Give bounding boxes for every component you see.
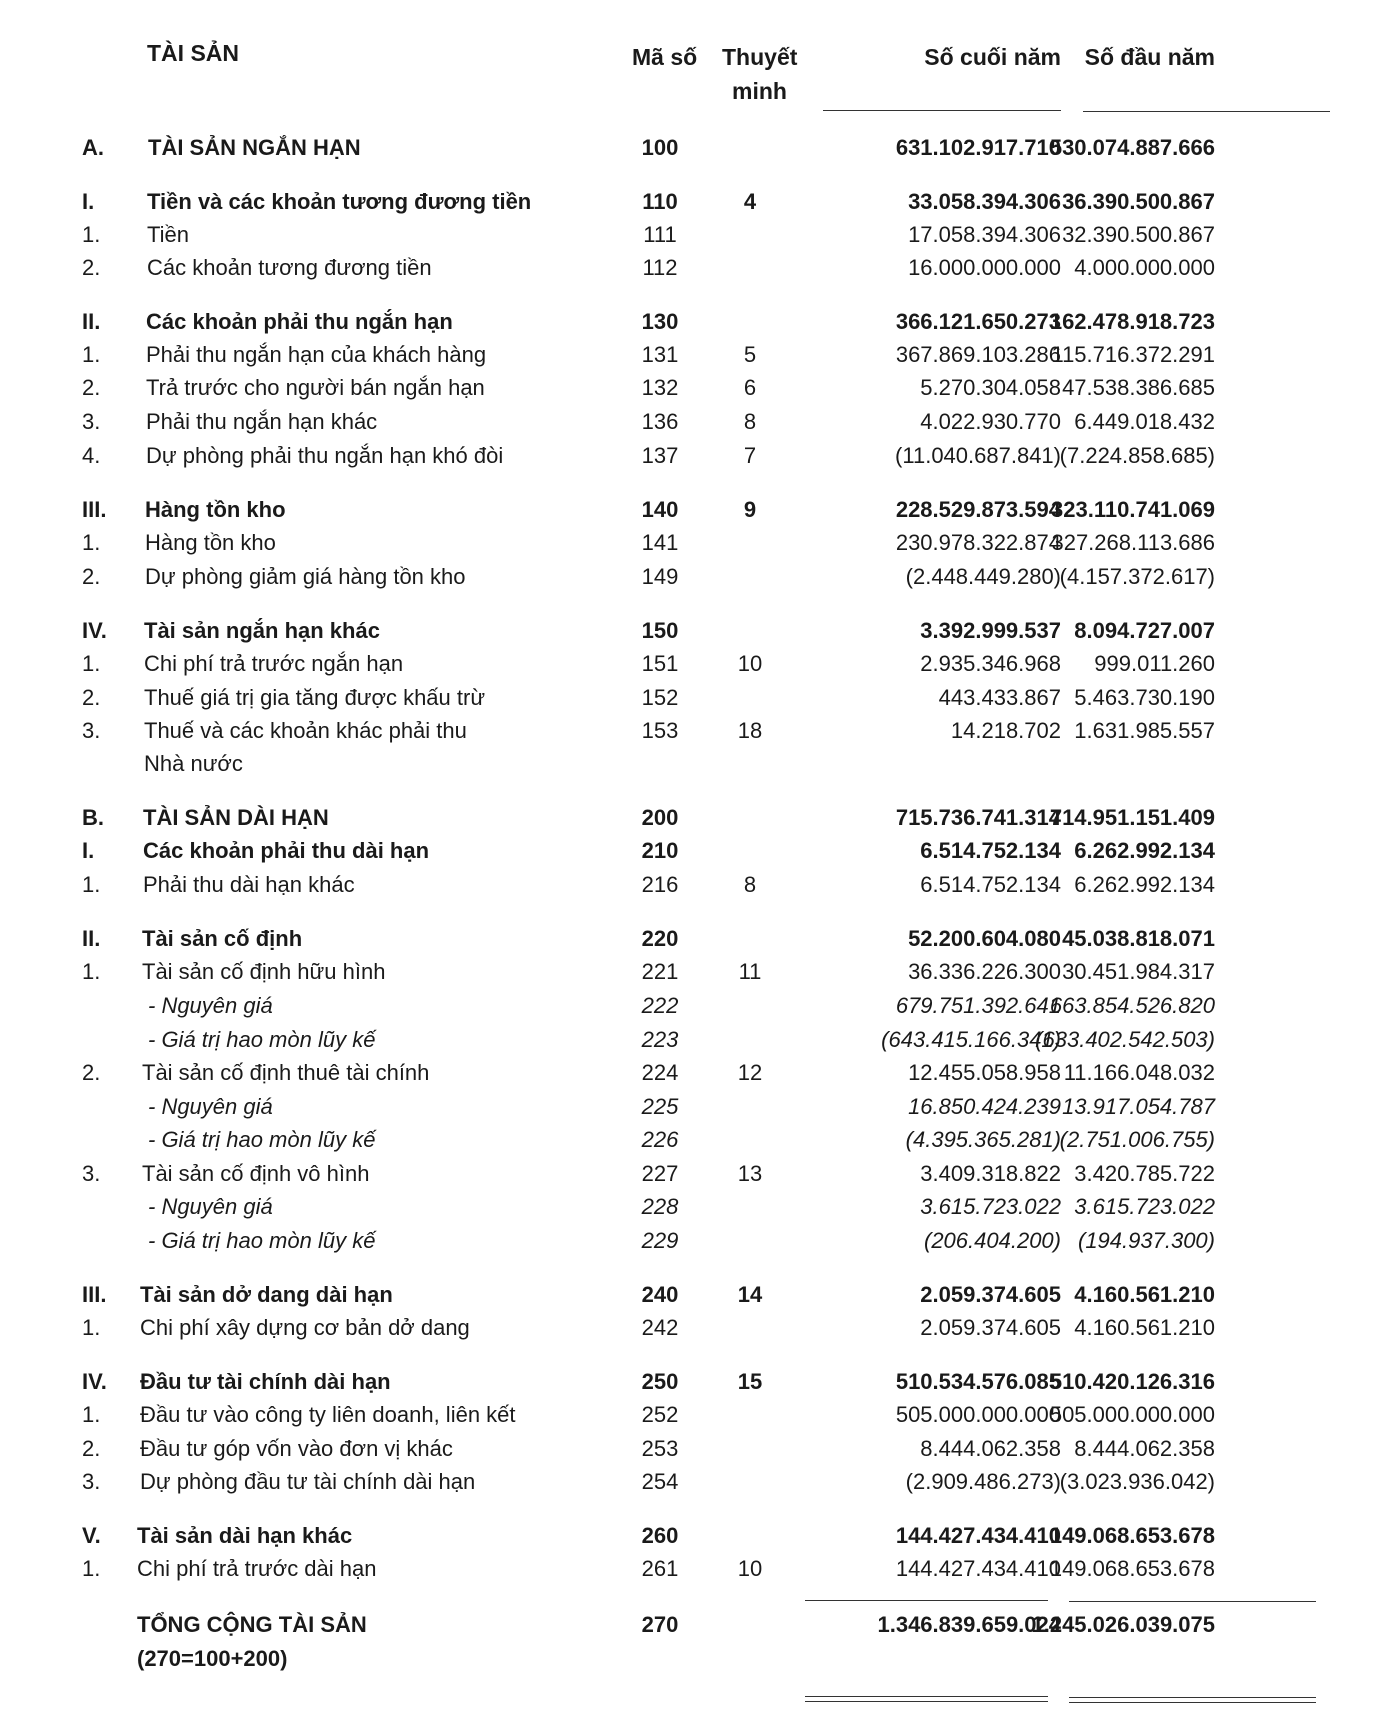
row-begin-value: 32.390.500.867 [1062, 222, 1215, 247]
row-name: Tài sản cố định [142, 926, 303, 951]
header-assets: TÀI SẢN [147, 40, 239, 66]
row-begin-value: 30.451.984.317 [1062, 959, 1215, 984]
double-underline-begin [1069, 1697, 1316, 1703]
row-begin-value: (3.023.936.042) [1059, 1469, 1215, 1494]
row-begin-value: 663.854.526.820 [1049, 993, 1215, 1018]
row-name: Thuế và các khoản khác phải thu [144, 718, 467, 743]
total-rule-end [805, 1600, 1048, 1601]
row-name: Đầu tư tài chính dài hạn [140, 1369, 391, 1394]
row-name: Chi phí trả trước ngắn hạn [144, 651, 404, 676]
row-begin-value: 36.390.500.867 [1062, 189, 1215, 214]
row-begin-value: 5.463.730.190 [1074, 685, 1215, 710]
row-name: Tài sản ngắn hạn khác [144, 618, 380, 643]
row-end-value: 17.058.394.306 [908, 222, 1061, 247]
row-number: 3. [82, 718, 101, 743]
table-row-240 [0, 1279, 1391, 1311]
row-begin-value: 11.166.048.032 [1063, 1060, 1215, 1085]
row-name: Các khoản tương đương tiền [147, 255, 432, 280]
row-end-value: 144.427.434.410 [895, 1556, 1061, 1581]
table-row-254 [0, 1466, 1391, 1498]
row-end-value: 366.121.650.273 [895, 309, 1061, 334]
row-number: 2. [82, 1060, 101, 1085]
row-end-value: 443.433.867 [938, 685, 1061, 710]
row-code: 254 [641, 1469, 679, 1494]
row-end-value: 230.978.322.874 [895, 530, 1061, 555]
row-name: - Giá trị hao mòn lũy kế [148, 1228, 376, 1253]
row-end-value: (2.909.486.273) [905, 1469, 1061, 1494]
row-name: Tiền và các khoản tương đương tiền [147, 189, 532, 214]
row-code: 112 [642, 255, 678, 280]
row-name: Các khoản phải thu dài hạn [143, 838, 430, 863]
row-name: Phải thu ngắn hạn của khách hàng [146, 342, 487, 367]
row-name: Phải thu ngắn hạn khác [146, 409, 378, 434]
row-note: 14 [737, 1282, 763, 1307]
table-row-130 [0, 306, 1391, 338]
row-number: 1. [82, 1556, 101, 1581]
row-begin-value: 999.011.260 [1094, 651, 1215, 676]
table-row-223 [0, 1024, 1391, 1056]
row-note: 10 [737, 651, 763, 676]
row-begin-value: 1.245.026.039.075 [1031, 1612, 1215, 1637]
row-begin-value: (2.751.006.755) [1059, 1127, 1215, 1152]
row-end-value: (206.404.200) [924, 1228, 1061, 1253]
row-name: Tiền [147, 222, 189, 247]
row-end-value: 367.869.103.286 [895, 342, 1061, 367]
row-end-value: 3.615.723.022 [920, 1194, 1061, 1219]
row-number: B. [82, 805, 104, 830]
row-end-value: 3.409.318.822 [920, 1161, 1061, 1186]
table-row-110 [0, 186, 1391, 218]
row-begin-value: 162.478.918.723 [1049, 309, 1215, 334]
row-begin-value: 323.110.741.069 [1051, 497, 1215, 522]
table-row-141 [0, 527, 1391, 559]
row-number: 1. [82, 342, 101, 367]
row-code: 224 [641, 1060, 679, 1085]
row-note: 10 [737, 1556, 763, 1581]
row-code: 100 [641, 135, 679, 160]
row-name: Chi phí trả trước dài hạn [137, 1556, 377, 1581]
table-row-152 [0, 682, 1391, 714]
row-begin-value: 530.074.887.666 [1049, 135, 1215, 160]
row-number: 1. [82, 530, 101, 555]
row-name: - Nguyên giá [148, 993, 273, 1018]
row-code: 228 [641, 1194, 679, 1219]
row-code: 131 [641, 342, 679, 367]
row-begin-value: 714.951.151.409 [1049, 805, 1215, 830]
row-end-value: (643.415.166.341) [881, 1027, 1061, 1052]
row-number: 4. [82, 443, 101, 468]
table-row-270-formula [0, 1643, 1391, 1675]
row-number: 1. [82, 222, 101, 247]
row-name: Tài sản cố định thuê tài chính [142, 1060, 430, 1085]
row-begin-value: 6.262.992.134 [1074, 872, 1215, 897]
row-end-value: 16.850.424.239 [908, 1094, 1061, 1119]
row-name: Dự phòng đầu tư tài chính dài hạn [140, 1469, 476, 1494]
table-row-216 [0, 869, 1391, 901]
row-code: 140 [641, 497, 679, 522]
row-code: 250 [641, 1369, 679, 1394]
table-row-140 [0, 494, 1391, 526]
total-rule-begin [1069, 1601, 1316, 1602]
row-code: 150 [641, 618, 679, 643]
table-row-224 [0, 1057, 1391, 1089]
row-begin-value: 3.615.723.022 [1074, 1194, 1215, 1219]
row-number: A. [82, 135, 104, 160]
row-note: 8 [743, 872, 757, 897]
row-code: 149 [641, 564, 679, 589]
header-note-line2: minh [732, 78, 787, 104]
row-end-value: (2.448.449.280) [905, 564, 1061, 589]
table-row-227 [0, 1158, 1391, 1190]
row-end-value: 8.444.062.358 [920, 1436, 1061, 1461]
row-begin-value: 1.631.985.557 [1074, 718, 1215, 743]
row-number: III. [82, 1282, 107, 1307]
row-begin-value: 4.160.561.210 [1074, 1315, 1215, 1340]
row-begin-value: 6.262.992.134 [1074, 838, 1215, 863]
row-end-value: 505.000.000.000 [895, 1402, 1061, 1427]
row-number: II. [82, 926, 101, 951]
table-row-210 [0, 835, 1391, 867]
row-name: Hàng tồn kho [145, 497, 286, 522]
row-end-value: 16.000.000.000 [908, 255, 1061, 280]
row-note: 12 [737, 1060, 763, 1085]
row-end-value: 6.514.752.134 [920, 838, 1061, 863]
row-begin-value: 149.068.653.678 [1049, 1556, 1215, 1581]
row-number: 1. [82, 651, 101, 676]
row-note: 8 [743, 409, 757, 434]
row-number: 1. [82, 1315, 101, 1340]
row-code: 223 [641, 1027, 679, 1052]
row-begin-value: 149.068.653.678 [1049, 1523, 1215, 1548]
row-name: Thuế giá trị gia tăng được khấu trừ [144, 685, 486, 710]
row-name: Chi phí xây dựng cơ bản dở dang [140, 1315, 470, 1340]
row-begin-value: 8.444.062.358 [1074, 1436, 1215, 1461]
header-underline-end [823, 110, 1061, 111]
row-name: Các khoản phải thu ngắn hạn [146, 309, 453, 334]
table-row-228 [0, 1191, 1391, 1223]
row-begin-value: 4.160.561.210 [1074, 1282, 1215, 1307]
row-name: TÀI SẢN NGẮN HẠN [148, 135, 361, 160]
table-row-153-continued [0, 748, 1391, 780]
table-row-250 [0, 1366, 1391, 1398]
row-number: 2. [82, 255, 101, 280]
row-name: Đầu tư góp vốn vào đơn vị khác [140, 1436, 453, 1461]
row-end-value: 631.102.917.710 [895, 135, 1061, 160]
table-row-136 [0, 406, 1391, 438]
row-name: Tài sản cố định vô hình [142, 1161, 370, 1186]
row-note: 4 [743, 189, 757, 214]
row-name: Tài sản dài hạn khác [137, 1523, 353, 1548]
row-begin-value: 45.038.818.071 [1062, 926, 1215, 951]
row-number: IV. [82, 618, 107, 643]
row-code: 227 [641, 1161, 679, 1186]
row-begin-value: 47.538.386.685 [1062, 375, 1215, 400]
row-code: 229 [641, 1228, 679, 1253]
table-row-149 [0, 561, 1391, 593]
row-end-value: 52.200.604.080 [908, 926, 1061, 951]
table-row-151 [0, 648, 1391, 680]
row-number: V. [82, 1523, 101, 1548]
row-code: 130 [641, 309, 679, 334]
row-number: 3. [82, 409, 101, 434]
table-row-200 [0, 802, 1391, 834]
row-note: 5 [743, 342, 757, 367]
row-end-value: 5.270.304.058 [920, 375, 1061, 400]
row-number: 2. [82, 685, 101, 710]
row-note: 11 [738, 959, 762, 984]
row-number: I. [82, 838, 95, 863]
row-code: 151 [641, 651, 679, 676]
row-code: 270 [641, 1612, 679, 1637]
row-code: 260 [641, 1523, 679, 1548]
row-begin-value: 3.420.785.722 [1074, 1161, 1215, 1186]
table-row-226 [0, 1124, 1391, 1156]
total-formula: (270=100+200) [137, 1646, 288, 1671]
row-end-value: 6.514.752.134 [920, 872, 1061, 897]
row-end-value: 2.935.346.968 [920, 651, 1061, 676]
row-end-value: 2.059.374.605 [920, 1282, 1061, 1307]
row-begin-value: (7.224.858.685) [1059, 443, 1215, 468]
row-end-value: 2.059.374.605 [920, 1315, 1061, 1340]
row-name-continuation: Nhà nước [144, 751, 243, 776]
table-row-260 [0, 1520, 1391, 1552]
row-end-value: 3.392.999.537 [920, 618, 1061, 643]
row-note: 18 [737, 718, 763, 743]
row-begin-value: 13.917.054.787 [1062, 1094, 1215, 1119]
row-name: Tài sản cố định hữu hình [142, 959, 386, 984]
row-code: 220 [641, 926, 679, 951]
header-note-line1: Thuyết [722, 44, 798, 70]
table-row-252 [0, 1399, 1391, 1431]
row-code: 153 [641, 718, 679, 743]
row-end-value: 715.736.741.314 [895, 805, 1061, 830]
row-code: 261 [641, 1556, 679, 1581]
row-end-value: 1.346.839.659.024 [877, 1612, 1061, 1637]
table-row-229 [0, 1225, 1391, 1257]
table-row-112 [0, 252, 1391, 284]
row-note: 9 [743, 497, 757, 522]
row-begin-value: (4.157.372.617) [1059, 564, 1215, 589]
table-row-131 [0, 339, 1391, 371]
row-note: 6 [743, 375, 757, 400]
row-number: I. [82, 189, 95, 214]
row-name: Đầu tư vào công ty liên doanh, liên kết [140, 1402, 516, 1427]
row-code: 216 [641, 872, 679, 897]
row-end-value: 33.058.394.306 [908, 189, 1061, 214]
row-begin-value: (633.402.542.503) [1035, 1027, 1215, 1052]
row-end-value: 228.529.873.594 [895, 497, 1061, 522]
row-code: 152 [641, 685, 679, 710]
row-name: Dự phòng giảm giá hàng tồn kho [145, 564, 466, 589]
header-end-of-year: Số cuối năm [924, 44, 1061, 70]
row-code: 253 [641, 1436, 679, 1461]
table-row-220 [0, 923, 1391, 955]
table-row-111 [0, 219, 1391, 251]
row-end-value: 12.455.058.958 [908, 1060, 1061, 1085]
header-underline-begin [1083, 111, 1330, 112]
row-end-value: 4.022.930.770 [920, 409, 1061, 434]
row-number: IV. [82, 1369, 107, 1394]
row-number: 1. [82, 959, 101, 984]
table-row-225 [0, 1091, 1391, 1123]
row-name: - Nguyên giá [148, 1194, 273, 1219]
row-code: 210 [641, 838, 679, 863]
row-end-value: (11.040.687.841) [895, 443, 1061, 468]
row-begin-value: (194.937.300) [1078, 1228, 1215, 1253]
row-code: 222 [641, 993, 679, 1018]
row-note: 15 [737, 1369, 763, 1394]
row-end-value: 679.751.392.641 [895, 993, 1061, 1018]
row-name: Tài sản dở dang dài hạn [140, 1282, 393, 1307]
header-beginning-of-year: Số đầu năm [1084, 44, 1215, 70]
row-begin-value: 327.268.113.686 [1051, 530, 1215, 555]
table-row-132 [0, 372, 1391, 404]
row-begin-value: 8.094.727.007 [1074, 618, 1215, 643]
row-name: Phải thu dài hạn khác [143, 872, 355, 897]
row-code: 221 [641, 959, 679, 984]
table-row-270-total [0, 1609, 1391, 1641]
table-row-137 [0, 440, 1391, 472]
row-name: - Giá trị hao mòn lũy kế [148, 1027, 376, 1052]
row-code: 225 [641, 1094, 679, 1119]
row-number: 1. [82, 872, 101, 897]
row-code: 111 [643, 222, 677, 247]
table-row-261 [0, 1553, 1391, 1585]
row-end-value: (4.395.365.281) [905, 1127, 1061, 1152]
row-begin-value: 510.420.126.316 [1049, 1369, 1215, 1394]
row-begin-value: 6.449.018.432 [1074, 409, 1215, 434]
row-name: Dự phòng phải thu ngắn hạn khó đòi [146, 443, 504, 468]
row-name: TỔNG CỘNG TÀI SẢN [137, 1612, 367, 1637]
row-code: 226 [641, 1127, 679, 1152]
row-name: TÀI SẢN DÀI HẠN [143, 805, 329, 830]
row-code: 252 [641, 1402, 679, 1427]
row-number: 3. [82, 1469, 101, 1494]
row-number: 3. [82, 1161, 101, 1186]
row-code: 242 [641, 1315, 679, 1340]
row-name: Trả trước cho người bán ngắn hạn [146, 375, 485, 400]
table-row-150 [0, 615, 1391, 647]
table-row-253 [0, 1433, 1391, 1465]
row-begin-value: 505.000.000.000 [1049, 1402, 1215, 1427]
row-number: 2. [82, 564, 101, 589]
row-note: 7 [743, 443, 757, 468]
row-code: 240 [641, 1282, 679, 1307]
row-begin-value: 4.000.000.000 [1074, 255, 1215, 280]
row-end-value: 144.427.434.410 [895, 1523, 1061, 1548]
row-number: 2. [82, 375, 101, 400]
row-name: - Giá trị hao mòn lũy kế [148, 1127, 376, 1152]
table-row-222 [0, 990, 1391, 1022]
row-note: 13 [737, 1161, 763, 1186]
row-end-value: 14.218.702 [950, 718, 1061, 743]
table-row-242 [0, 1312, 1391, 1344]
row-code: 137 [641, 443, 679, 468]
row-number: II. [82, 309, 101, 334]
table-row-100 [0, 132, 1391, 164]
row-code: 132 [641, 375, 679, 400]
row-begin-value: 115.716.372.291 [1051, 342, 1215, 367]
row-code: 200 [641, 805, 679, 830]
row-name: - Nguyên giá [148, 1094, 273, 1119]
row-code: 136 [641, 409, 679, 434]
row-code: 110 [642, 189, 678, 214]
table-row-153 [0, 715, 1391, 747]
row-end-value: 510.534.576.085 [895, 1369, 1061, 1394]
row-number: 1. [82, 1402, 101, 1427]
table-row-221 [0, 956, 1391, 988]
row-name: Hàng tồn kho [145, 530, 276, 555]
row-code: 141 [641, 530, 679, 555]
row-number: III. [82, 497, 107, 522]
header-code: Mã số [632, 44, 698, 70]
double-underline-end [805, 1696, 1048, 1702]
row-number: 2. [82, 1436, 101, 1461]
row-end-value: 36.336.226.300 [908, 959, 1061, 984]
